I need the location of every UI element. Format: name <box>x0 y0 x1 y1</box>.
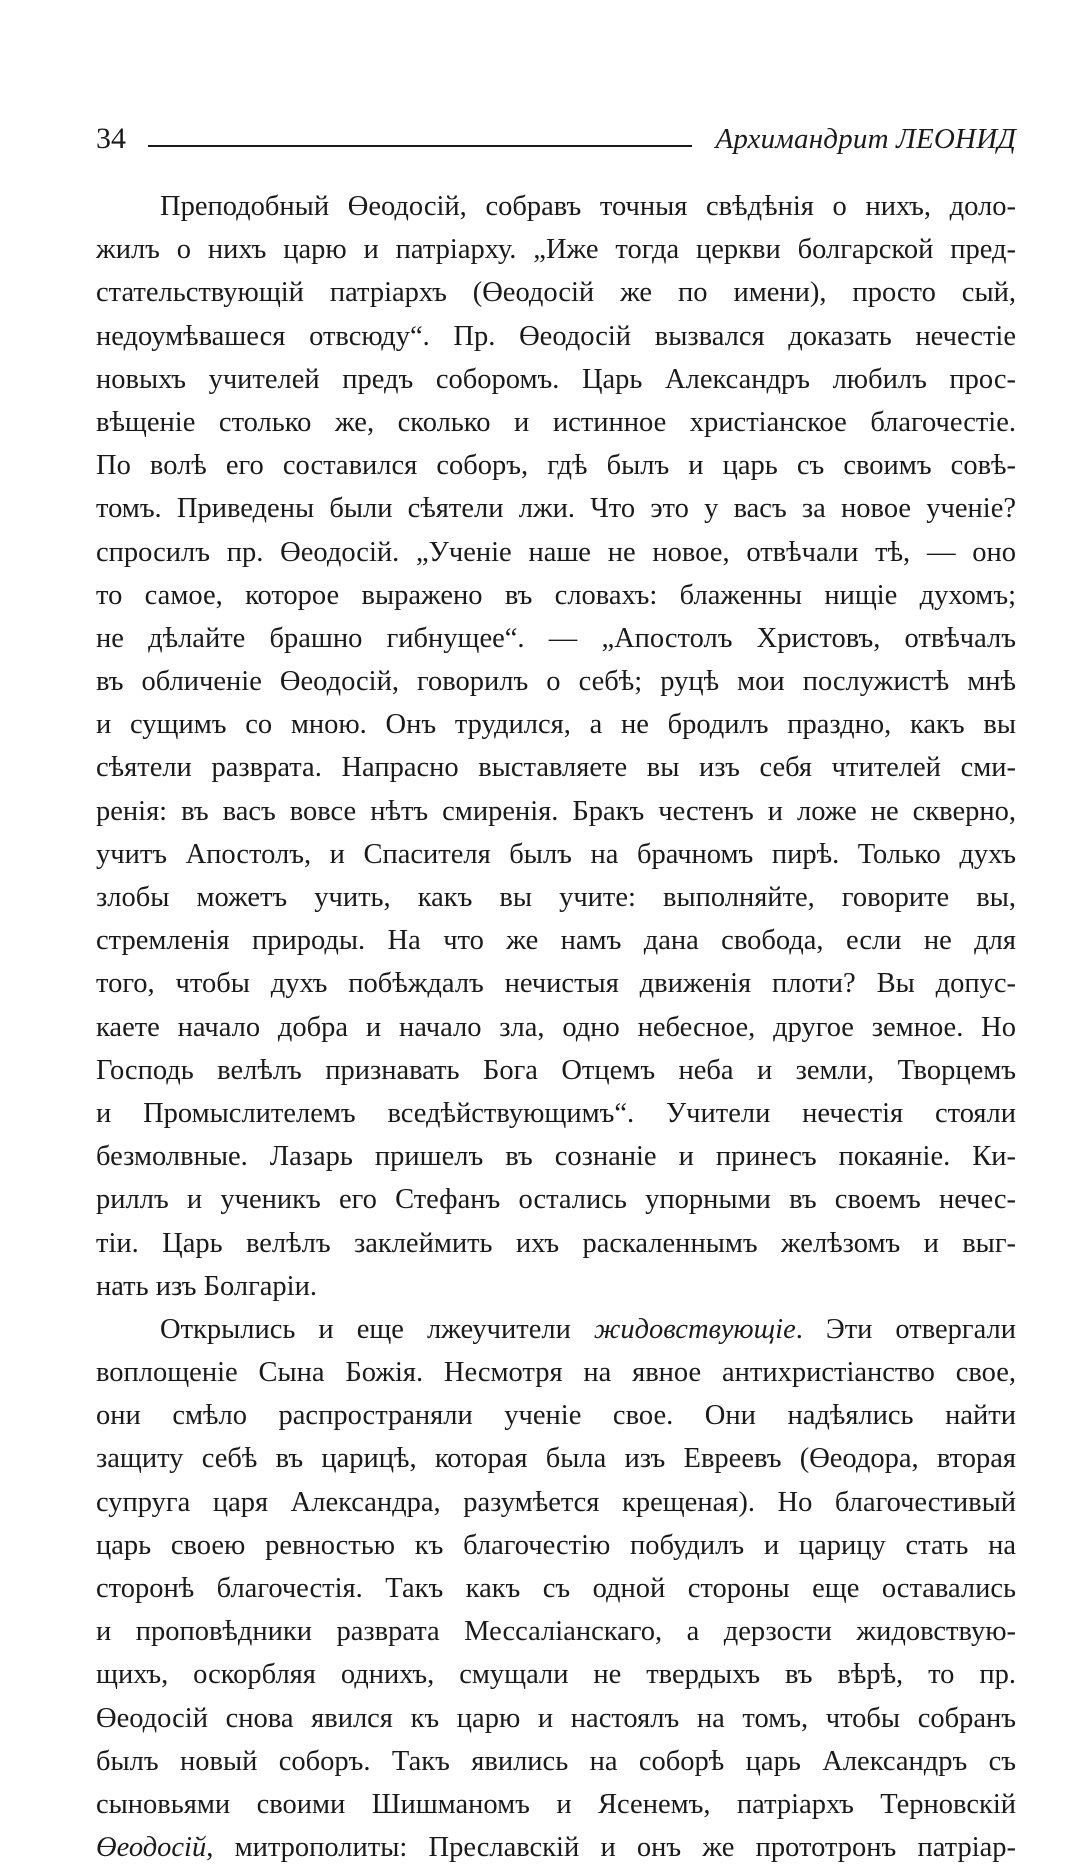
running-head: Архимандрит ЛЕОНИД <box>715 123 1016 155</box>
page-header <box>96 112 1016 156</box>
text-line: щихъ, оскорбляя однихъ, смущали не твердыхъ въ вѣрѣ, то пр. <box>96 1659 1016 1691</box>
text-line: то самое, которое выражено въ словахъ: блаженны нищіе духомъ; <box>96 579 1016 611</box>
text-line: въ обличеніе Өеодосій, говорилъ о себѣ; руцѣ мои послужистѣ мнѣ <box>96 666 1016 698</box>
text-line: и сущимъ со мною. Онъ трудился, а не бродилъ праздно, какъ вы <box>96 709 1016 741</box>
text-line: безмолвные. Лазарь пришелъ въ сознаніе и принесъ покаяніе. Ки- <box>96 1141 1016 1173</box>
header-rule <box>148 145 692 147</box>
text-line: ренія: въ васъ вовсе нѣтъ смиренія. Бракъ честенъ и ложе не скверно, <box>96 795 1016 827</box>
text-line: жилъ о нихъ царю и патріарху. „Иже тогда церкви болгарской пред- <box>96 234 1016 266</box>
italic-term: Өеодосій <box>96 1832 207 1864</box>
text-line: того, чтобы духъ побѣждалъ нечистыя движенія плоти? Вы допус- <box>96 968 1016 1000</box>
text-run: . Эти отвергали <box>795 1313 1016 1345</box>
text-line: спросилъ пр. Өеодосій. „Ученіе наше не новое, отвѣчали тѣ, — оно <box>96 536 1016 568</box>
text-line: стремленія природы. На что же намъ дана свобода, если не для <box>96 925 1016 957</box>
text-line: былъ новый соборъ. Такъ явились на соборѣ царь Александръ съ <box>96 1745 1016 1777</box>
text-line: вѣщеніе столько же, сколько и истинное христіанское благочестіе. <box>96 406 1016 438</box>
text-line: царь своею ревностью къ благочестію побудилъ и царицу стать на <box>96 1529 1016 1561</box>
text-line: супруга царя Александра, разумѣется крещеная). Но благочестивый <box>96 1486 1016 1518</box>
text-line: каете начало добра и начало зла, одно небесное, другое земное. Но <box>96 1011 1016 1043</box>
text-line: учитъ Апостолъ, и Спасителя былъ на брачномъ пирѣ. Только духъ <box>96 838 1016 870</box>
text-line: новыхъ учителей предъ соборомъ. Царь Александръ любилъ прос- <box>96 363 1016 395</box>
text-line: сѣятели разврата. Напрасно выставляете вы изъ себя чтителей сми- <box>96 752 1016 784</box>
text-line: защиту себѣ въ царицѣ, которая была изъ Евреевъ (Өеодора, вторая <box>96 1443 1016 1475</box>
text-line: тіи. Царь велѣлъ заклеймить ихъ раскаленнымъ желѣзомъ и выг- <box>96 1227 1016 1259</box>
text-line: воплощеніе Сына Божія. Несмотря на явное антихристіанство свое, <box>96 1357 1016 1389</box>
text-run: Открылись и еще лжеучители <box>160 1313 594 1345</box>
text-line: томъ. Приведены были сѣятели лжи. Что это у васъ за новое ученіе? <box>96 493 1016 525</box>
text-line: сторонѣ благочестія. Такъ какъ съ одной стороны еще оставались <box>96 1573 1016 1604</box>
text-run: , митрополиты: Преславскій и онъ же прототронъ патріар- <box>206 1832 1016 1864</box>
text-line: Өеодосій снова явился къ царю и настоялъ на томъ, чтобы собранъ <box>96 1702 1016 1734</box>
text-line: не дѣлайте брашно гибнущее“. — „Апостолъ Христовъ, отвѣчалъ <box>96 622 1016 654</box>
text-line <box>96 1308 1016 1351</box>
text-line: и проповѣдники разврата Мессаліанскаго, а дерзости жидовствую- <box>96 1616 1016 1648</box>
text-line: злобы можетъ учить, какъ вы учите: выполняйте, говорите вы, <box>96 882 1016 913</box>
paragraph-2 <box>96 1308 1016 1869</box>
text-line: Преподобный Өеодосій, собравъ точныя свѣдѣнія о нихъ, доло- <box>160 191 1016 222</box>
paragraph-1 <box>96 185 1016 1308</box>
italic-term: жидовствующіе <box>593 1313 796 1345</box>
text-line: они смѣло распространяли ученіе свое. Они надѣялись найти <box>96 1400 1016 1432</box>
text-line: риллъ и ученикъ его Стефанъ остались упорными въ своемъ нечес- <box>96 1184 1016 1216</box>
text-line: недоумѣвашеся отвсюду“. Пр. Өеодосій вызвался доказать нечестіе <box>96 320 1016 352</box>
text-line: сыновьями своими Шишманомъ и Ясенемъ, патріархъ Терновскій <box>96 1788 1016 1820</box>
body-text <box>96 185 1016 1869</box>
page-number: 34 <box>96 122 126 155</box>
text-line: и Промыслителемъ вседѣйствующимъ“. Учители нечестія стояли <box>96 1097 1016 1129</box>
text-line: Господь велѣлъ признавать Бога Отцемъ неба и земли, Творцемъ <box>96 1054 1016 1086</box>
text-line <box>96 1826 1016 1869</box>
text-line: стательствующій патріархъ (Өеодосій же по имени), просто сый, <box>96 277 1016 309</box>
text-line: нать изъ Болгаріи. <box>96 1270 317 1302</box>
text-line: По волѣ его составился соборъ, гдѣ былъ и царь съ своимъ совѣ- <box>96 450 1016 482</box>
